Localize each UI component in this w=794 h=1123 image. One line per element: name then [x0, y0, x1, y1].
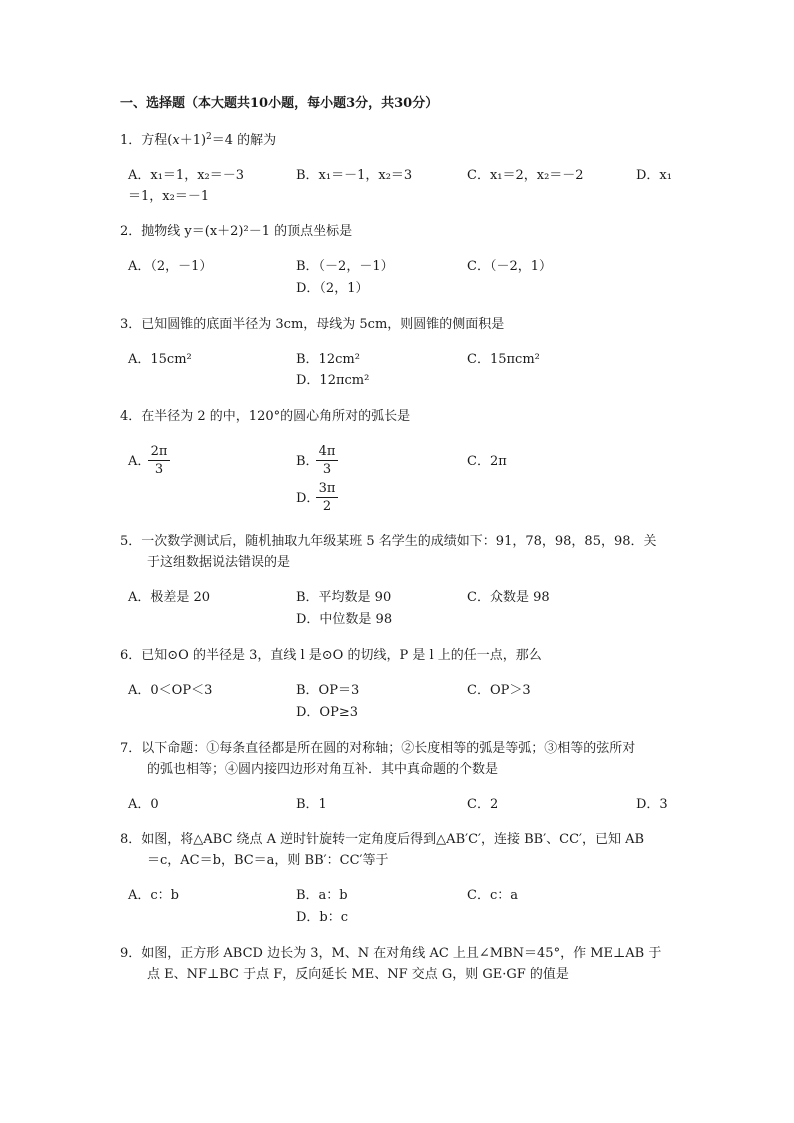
question-3-option-b: B．12cm²: [296, 352, 360, 367]
question-2-option-c: C．（－2，1）: [467, 259, 552, 274]
question-3-option-c: C．15πcm²: [467, 352, 540, 367]
question-6-option-b: B．OP＝3: [296, 683, 360, 698]
question-4-option-c: C．2π: [467, 454, 507, 469]
question-3-option-d: D．12πcm²: [296, 373, 370, 388]
question-8-option-d: D．b：c: [296, 910, 349, 925]
question-5-stem-line-1: 5．一次数学测试后，随机抽取九年级某班 5 名学生的成绩如下：91，78，98，85，98．关: [120, 534, 657, 549]
question-2-option-d: D．（2，1）: [296, 281, 369, 296]
question-4-option-a-fraction: $\frac{2\pi}{3}$: [148, 444, 170, 478]
question-6-stem: 6．已知⊙O 的半径是 3，直线 l 是⊙O 的切线，P 是 l 上的任一点，那么: [120, 648, 542, 663]
question-4-option-b-fraction: $\frac{4\pi}{3}$: [316, 444, 338, 478]
question-8-option-a: A．c：b: [128, 888, 179, 903]
question-6-option-c: C．OP＞3: [467, 683, 531, 698]
question-4-option-d-fraction: $\frac{3\pi}{2}$: [316, 481, 338, 515]
question-1-option-d-continued: ＝1，x₂＝－1: [128, 189, 210, 204]
question-6-option-d: D．OP≥3: [296, 705, 358, 720]
question-8-option-b: B．a：b: [296, 888, 348, 903]
question-1-option-c: C．x₁＝2，x₂＝－2: [467, 168, 584, 183]
question-5-stem-line-2: 于这组数据说法错误的是: [147, 555, 291, 570]
question-5-option-d: D．中位数是 98: [296, 612, 393, 627]
question-2-option-a: A．（2，－1）: [128, 259, 213, 274]
question-2-option-b: B．（－2，－1）: [296, 259, 394, 274]
question-8-option-c: C．c：a: [467, 888, 518, 903]
question-4-option-b-label: B．: [296, 454, 319, 469]
question-4-option-d-label: D．: [296, 491, 320, 506]
question-1-option-a: A．x₁＝1，x₂＝－3: [128, 168, 245, 183]
question-1-option-b: B．x₁＝－1，x₂＝3: [296, 168, 413, 183]
question-7-option-c: C．2: [467, 797, 499, 812]
question-2-stem: 2．抛物线 y＝(x＋2)²－1 的顶点坐标是: [120, 224, 353, 239]
question-1-stem: 1．方程$(x+1)^2=4$ 的解为: [120, 132, 277, 148]
question-6-option-a: A．0＜OP＜3: [128, 683, 213, 698]
question-3-option-a: A．15cm²: [128, 352, 192, 367]
question-7-stem-line-2: 的弧也相等；④圆内接四边形对角互补．其中真命题的个数是: [147, 762, 499, 777]
question-9-stem-line-1: 9．如图，正方形 ABCD 边长为 3，M、N 在对角线 AC 上且∠MBN＝45°，作 ME⊥AB 于: [120, 946, 662, 961]
question-5-option-b: B．平均数是 90: [296, 590, 392, 605]
question-7-option-d: D．3: [636, 797, 668, 812]
question-9-stem-line-2: 点 E、NF⊥BC 于点 F，反向延长 ME、NF 交点 G，则 GE·GF 的值是: [147, 967, 569, 982]
question-7-option-a: A．0: [128, 797, 159, 812]
question-5-option-c: C．众数是 98: [467, 590, 550, 605]
question-4-option-a-label: A．: [128, 454, 151, 469]
question-7-option-b: B．1: [296, 797, 327, 812]
question-3-stem: 3．已知圆锥的底面半径为 3cm，母线为 5cm，则圆锥的侧面积是: [120, 317, 505, 332]
question-8-stem-line-2: ＝c，AC＝b，BC＝a，则 BB′：CC′等于: [147, 853, 389, 868]
question-7-stem-line-1: 7．以下命题：①每条直径都是所在圆的对称轴；②长度相等的弧是等弧；③相等的弦所对: [120, 741, 636, 756]
question-4-stem: 4．在半径为 2 的中，120°的圆心角所对的弧长是: [120, 409, 411, 424]
question-1-option-d: D．x₁: [636, 168, 672, 183]
question-5-option-a: A．极差是 20: [128, 590, 211, 605]
section-title: 一、选择题（本大题共10小题，每小题3分，共30分）: [120, 96, 439, 111]
question-8-stem-line-1: 8．如图，将△ABC 绕点 A 逆时针旋转一定角度后得到△AB′C′，连接 BB′、CC′，已知 AB: [120, 832, 645, 847]
